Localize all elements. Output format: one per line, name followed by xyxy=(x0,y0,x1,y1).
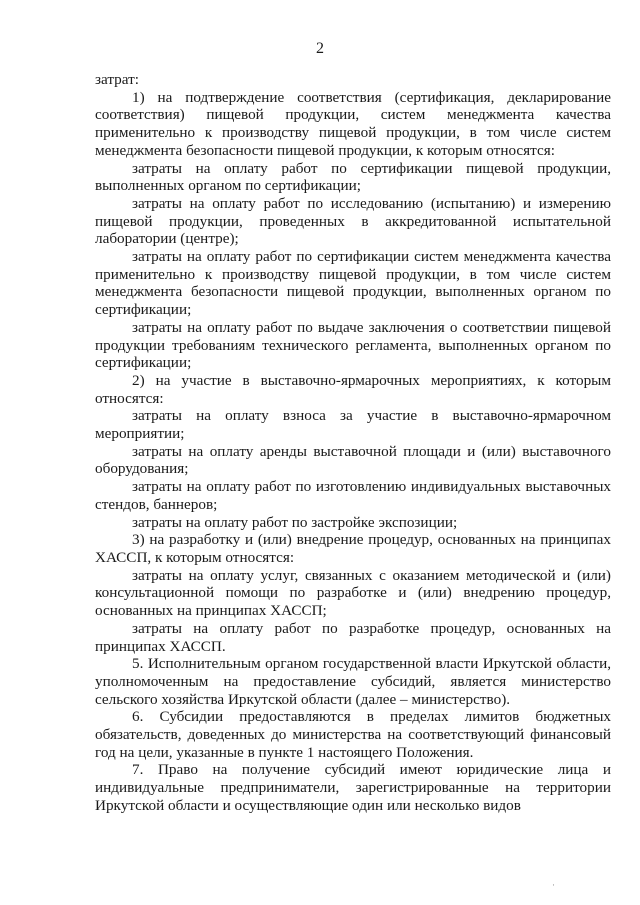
page-number: 2 xyxy=(316,40,324,57)
paragraph-item-3-haccp: 3) на разработку и (или) внедрение процедур, основанных на принципах ХАССП, к которым относятся: xyxy=(95,531,611,566)
paragraph-item-2-exhibitions: 2) на участие в выставочно-ярмарочных мероприятиях, к которым относятся: xyxy=(95,371,611,407)
paragraph-cost-haccp-consulting: затраты на оплату услуг, связанных с оказанием методической и (или) консультационной помощи по разработке и (или) внедрению процедур, основанных на принципах ХАССП; xyxy=(95,566,611,620)
paragraph-cost-exhibition-rent: затраты на оплату аренды выставочной площади и (или) выставочного оборудования; xyxy=(95,442,611,478)
paragraph-costs-intro: затрат: xyxy=(95,71,139,88)
paragraph-cost-exhibition-fee: затраты на оплату взноса за участие в выставочно-ярмарочном мероприятии; xyxy=(95,407,611,443)
document-body xyxy=(95,71,611,815)
paragraph-cost-stands: затраты на оплату работ по изготовлению индивидуальных выставочных стендов, баннеров; xyxy=(95,478,611,513)
paragraph-cost-haccp-development: затраты на оплату работ по разработке процедур, основанных на принципах ХАССП. xyxy=(95,619,611,655)
paragraph-cost-testing: затраты на оплату работ по исследованию (испытанию) и измерению пищевой продукции, проведенных в аккредитованной испытательной лаборатории (центре); xyxy=(95,194,611,248)
paragraph-cost-product-certification: затраты на оплату работ по сертификации пищевой продукции, выполненных органом по сертификации; xyxy=(95,159,611,195)
paragraph-clause-6: 6. Субсидии предоставляются в пределах лимитов бюджетных обязательств, доведенных до министерства на соответствующий финансовый год на цели, указанные в пункте 1 настоящего Положения. xyxy=(95,708,611,761)
scan-speck: · xyxy=(552,880,555,890)
paragraph-cost-management-certification: затраты на оплату работ по сертификации систем менеджмента качества применительно к производству пищевой продукции, в том числе систем менеджмента безопасности пищевой продукции, выполненных органом по сертификации; xyxy=(95,248,611,319)
paragraph-item-1-certification: 1) на подтверждение соответствия (сертификация, декларирование соответствия) пищевой продукции, систем менеджмента качества применительно к производству пищевой продукции, в том числе систем менеджмента безопасности пищевой продукции, к которым относятся: xyxy=(95,88,611,159)
paragraph-clause-5: 5. Исполнительным органом государственной власти Иркутской области, уполномоченным на предоставление субсидий, является министерство сельского хозяйства Иркутской области (далее – министерство). xyxy=(95,655,611,708)
paragraph-cost-exposition: затраты на оплату работ по застройке экспозиции; xyxy=(132,513,458,531)
paragraph-cost-conformity-conclusion: затраты на оплату работ по выдаче заключения о соответствии пищевой продукции требованиям технического регламента, выполненных органом по сертификации; xyxy=(95,318,611,372)
paragraph-clause-7: 7. Право на получение субсидий имеют юридические лица и индивидуальные предприниматели, зарегистрированные на территории Иркутской области и осуществляющие один или несколько видов xyxy=(95,761,611,814)
